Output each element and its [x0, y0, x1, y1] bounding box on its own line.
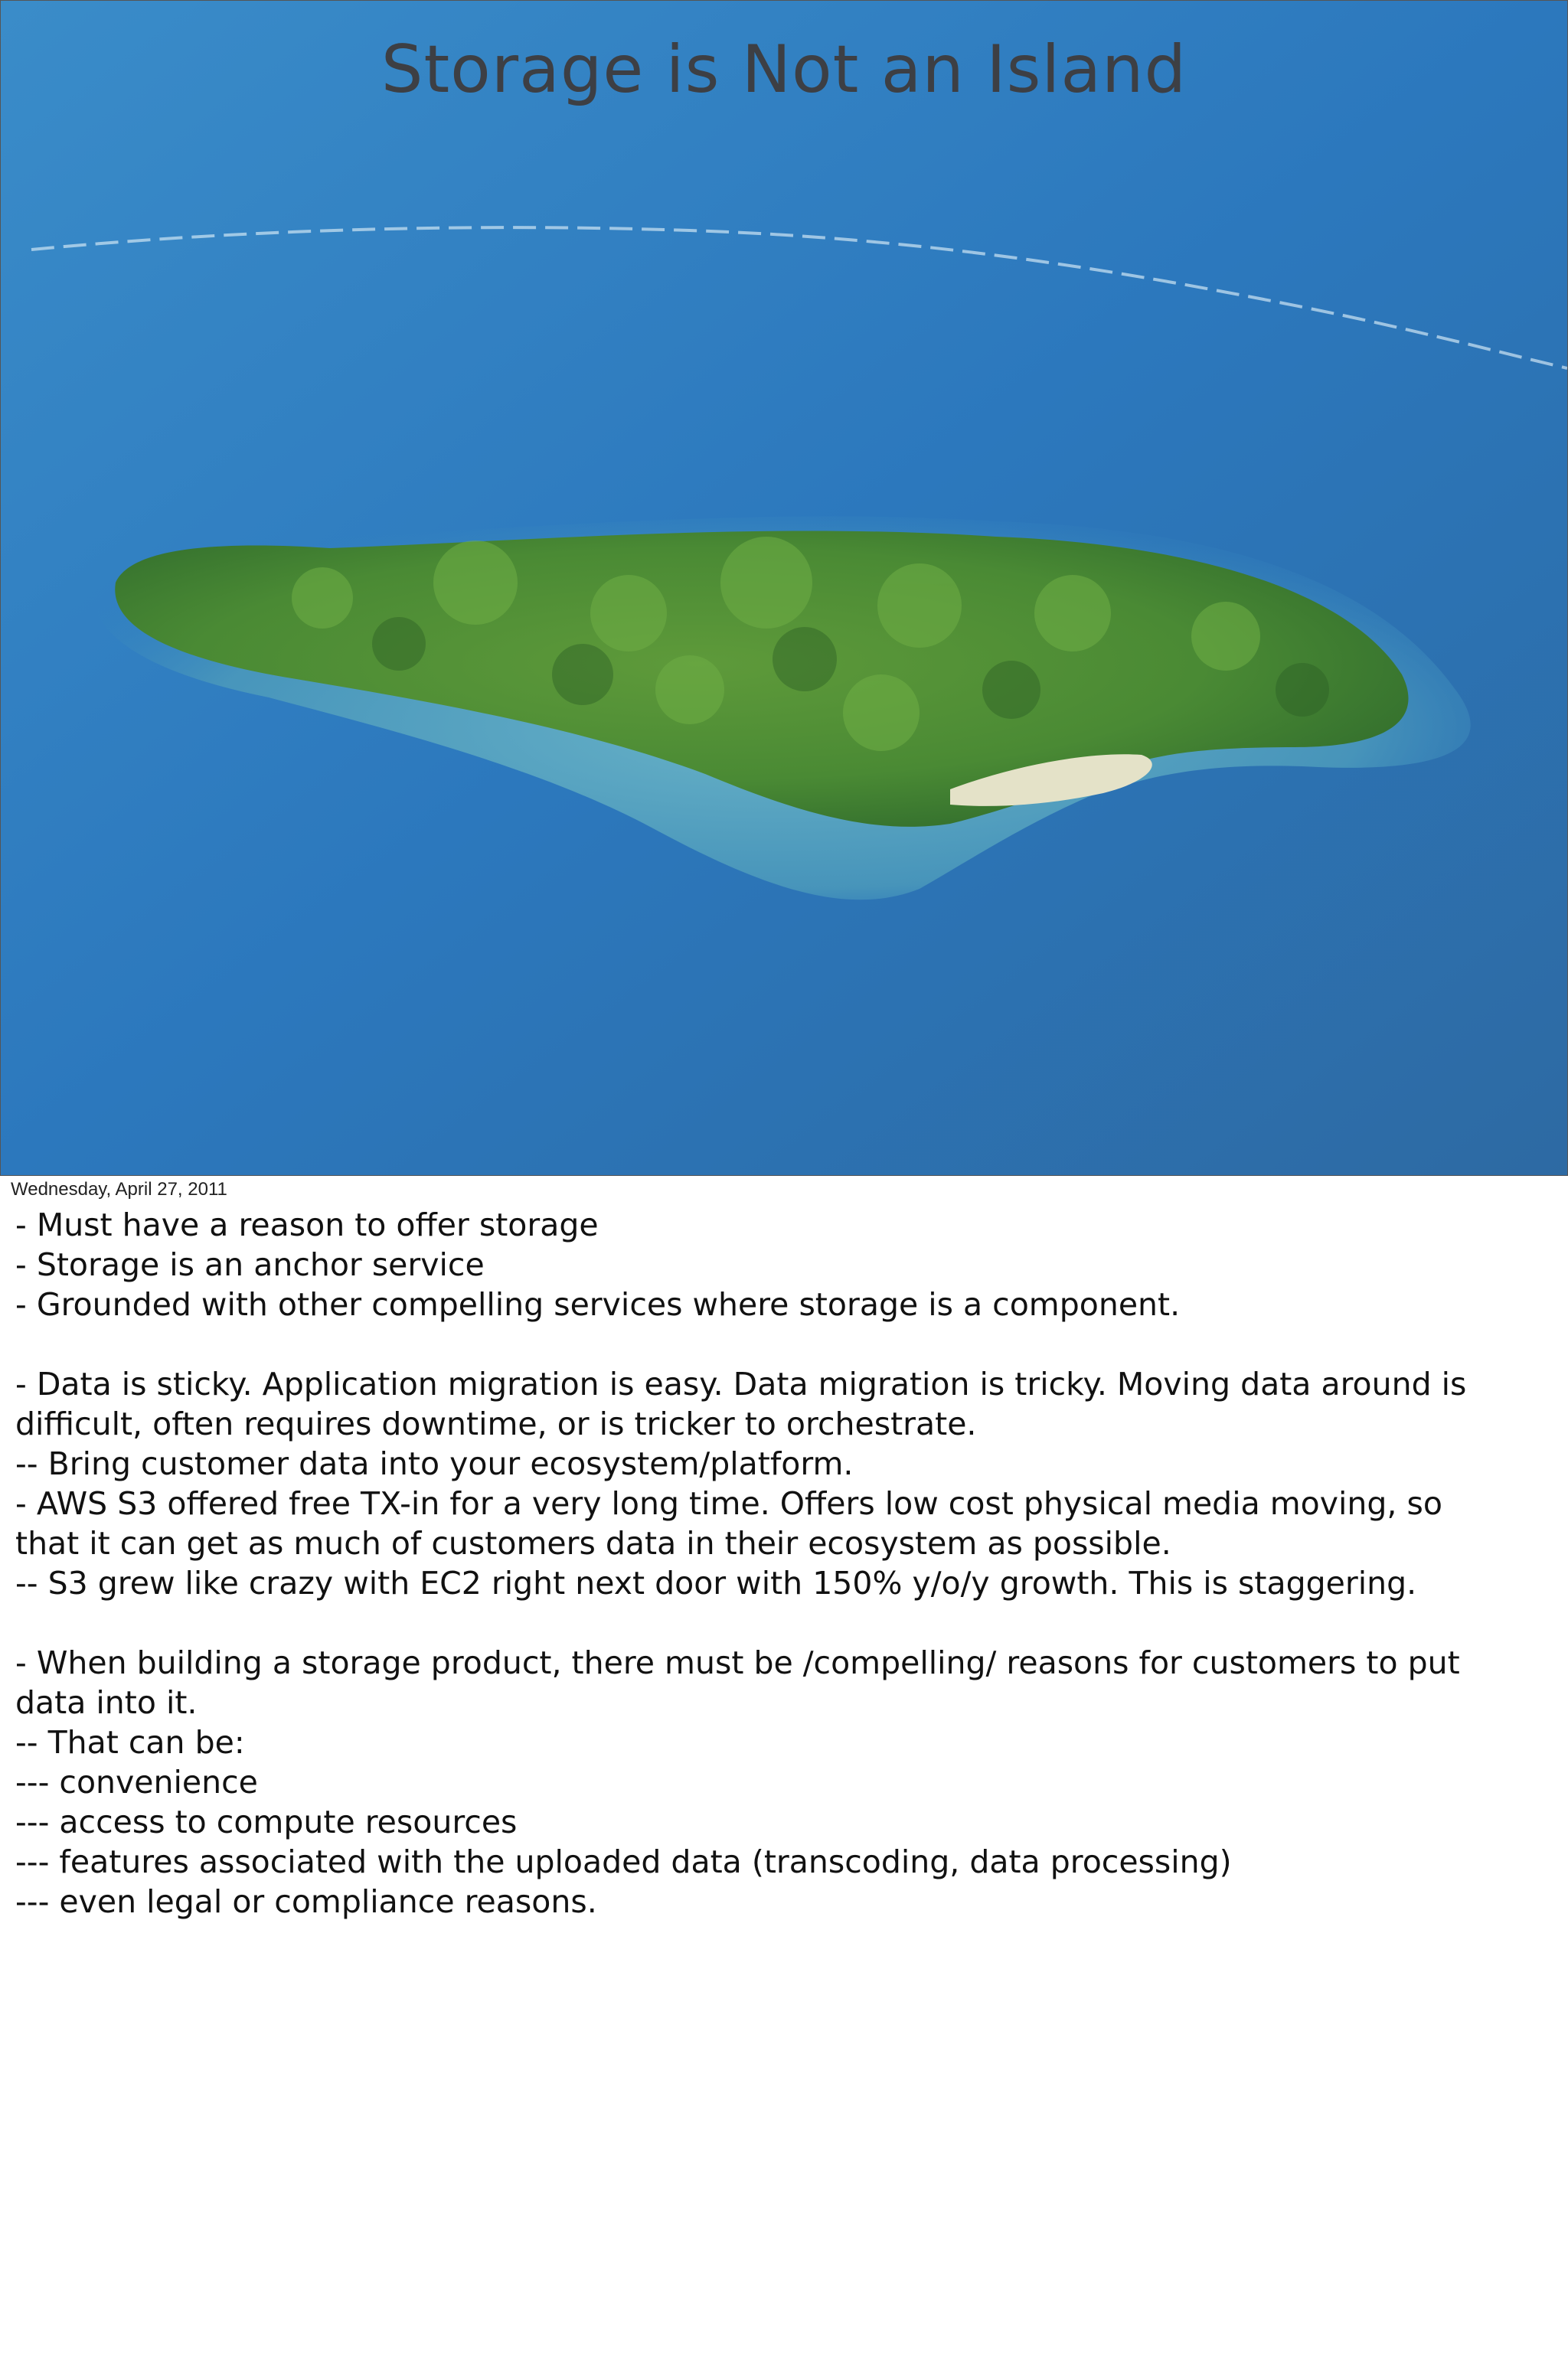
note-line: -- S3 grew like crazy with EC2 right next door with 150% y/o/y growth. This is staggering.: [15, 1565, 1417, 1602]
note-line: [15, 1603, 1554, 1643]
slide-date: Wednesday, April 27, 2011: [11, 1179, 227, 1200]
note-line: [15, 1324, 1554, 1364]
note-line: that it can get as much of customers data in their ecosystem as possible.: [15, 1525, 1171, 1562]
note-line: --- access to compute resources: [15, 1804, 518, 1840]
note-line: -- Bring customer data into your ecosystem/platform.: [15, 1445, 854, 1482]
note-line: --- features associated with the uploaded data (transcoding, data processing): [15, 1843, 1232, 1880]
note-line: - When building a storage product, there must be /compelling/ reasons for customers to put: [15, 1644, 1460, 1681]
note-line: - Must have a reason to offer storage: [15, 1207, 599, 1243]
slide-title: Storage is Not an Island: [381, 31, 1187, 108]
note-line: data into it.: [15, 1684, 198, 1721]
note-line: --- convenience: [15, 1764, 258, 1801]
speaker-notes: [15, 1205, 1554, 1922]
note-line: --- even legal or compliance reasons.: [15, 1883, 597, 1920]
note-line: - Storage is an anchor service: [15, 1246, 485, 1283]
note-line: - Grounded with other compelling services where storage is a component.: [15, 1286, 1181, 1323]
slide: [0, 0, 1568, 1176]
note-line: -- That can be:: [15, 1724, 245, 1761]
note-line: - Data is sticky. Application migration is easy. Data migration is tricky. Moving data around is: [15, 1366, 1467, 1403]
note-line: difficult, often requires downtime, or is tricker to orchestrate.: [15, 1406, 977, 1442]
island-aerial-photo: [1, 1, 1567, 1175]
note-line: - AWS S3 offered free TX-in for a very long time. Offers low cost physical media moving, so: [15, 1485, 1442, 1522]
